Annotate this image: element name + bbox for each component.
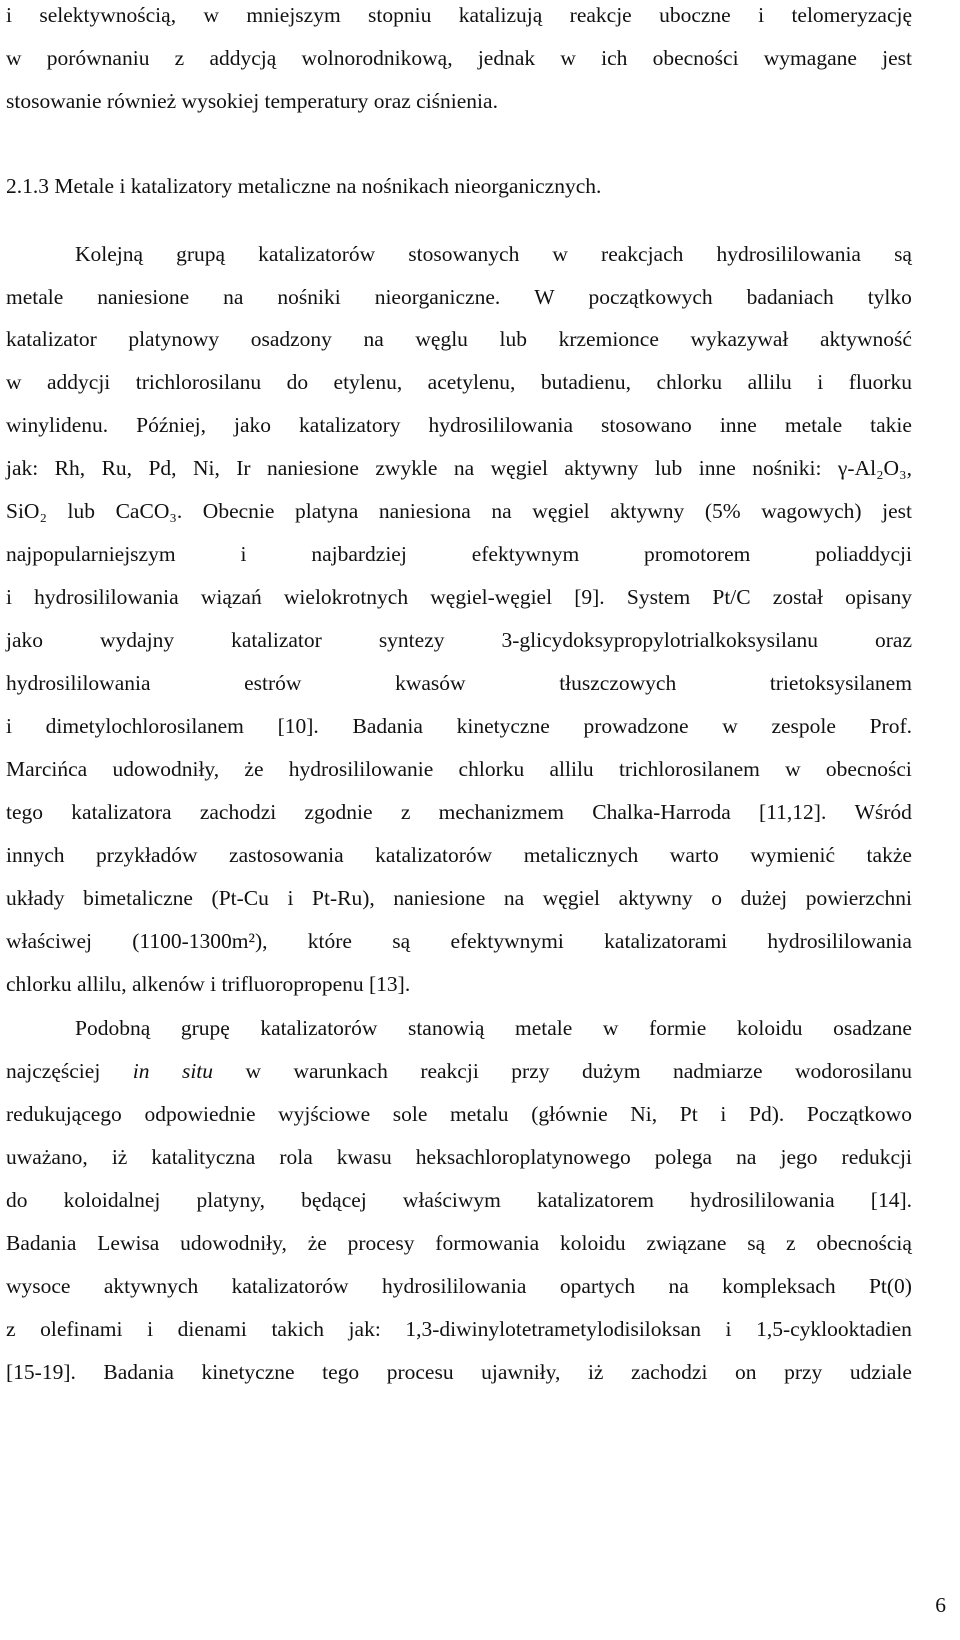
word: hydrosililowania — [34, 585, 179, 609]
word: katalityczna — [151, 1145, 256, 1169]
word: promotorem — [644, 542, 751, 566]
word: koloidu — [736, 1016, 803, 1040]
word: nadmiarze — [672, 1059, 763, 1083]
word: innych — [6, 843, 65, 867]
text-line — [6, 1015, 912, 1041]
word: Pt — [679, 1102, 698, 1126]
word: in — [132, 1059, 150, 1083]
word: wielokrotnych — [283, 585, 409, 609]
word: węgiel-węgiel — [430, 585, 553, 609]
word: hydrosililowania — [716, 242, 861, 266]
word: Wśród — [854, 800, 912, 824]
word: telomeryzację — [791, 3, 912, 27]
word: w — [203, 3, 219, 27]
word: i — [817, 370, 824, 394]
word: addycji — [46, 370, 111, 394]
word: aktywny — [564, 456, 639, 480]
word: CaCO₃. — [115, 499, 183, 523]
word: efektywnymi — [450, 929, 564, 953]
word: stosowanych — [408, 242, 520, 266]
text-line — [6, 45, 912, 71]
word: aktywny — [610, 499, 685, 523]
word: opisany — [845, 585, 912, 609]
word: osadzane — [833, 1016, 912, 1040]
word: obecności — [652, 46, 739, 70]
word: formowania — [435, 1231, 540, 1255]
word: węgiel — [532, 499, 590, 523]
word: prowadzone — [583, 714, 689, 738]
word: w — [552, 242, 568, 266]
word: iż — [587, 1360, 604, 1384]
word: stosowano — [601, 413, 692, 437]
word: nieorganiczne. — [374, 285, 501, 309]
word: redukującego — [6, 1102, 122, 1126]
word: grupą — [176, 242, 226, 266]
text-line — [6, 1230, 912, 1256]
word: redukcji — [841, 1145, 912, 1169]
word: są — [392, 929, 411, 953]
text-line — [6, 498, 912, 524]
word: metalu — [450, 1102, 509, 1126]
text-line — [6, 1273, 912, 1299]
word: trichlorosilanu — [135, 370, 262, 394]
text-line — [6, 713, 912, 739]
word: inne — [698, 456, 736, 480]
word: na — [668, 1274, 689, 1298]
word: są — [747, 1231, 766, 1255]
word: chlorku — [458, 757, 525, 781]
word: aktywny — [618, 886, 693, 910]
word: kinetyczne — [201, 1360, 295, 1384]
word: Pt/C — [712, 585, 751, 609]
word: warunkach — [293, 1059, 388, 1083]
word: jest — [882, 46, 912, 70]
word: przy — [784, 1360, 823, 1384]
word: [11,12]. — [759, 800, 827, 824]
word: katalizatorów — [231, 1274, 349, 1298]
word: przykładów — [96, 843, 198, 867]
word: katalizatorem — [537, 1188, 654, 1212]
text-line — [6, 326, 912, 352]
word: jego — [780, 1145, 818, 1169]
word: procesy — [347, 1231, 415, 1255]
word: uboczne — [659, 3, 731, 27]
word: katalizatorami — [604, 929, 728, 953]
word: odpowiednie — [144, 1102, 256, 1126]
word: wydajny — [100, 628, 175, 652]
word: w — [6, 46, 22, 70]
text-line — [6, 455, 912, 481]
word: ujawniły, — [481, 1360, 561, 1384]
word: olefinami — [40, 1317, 123, 1341]
text-line — [6, 412, 912, 438]
word: etylenu, — [333, 370, 403, 394]
word: kompleksach — [722, 1274, 836, 1298]
word: badaniach — [746, 285, 834, 309]
word: Później, — [136, 413, 206, 437]
text-line — [6, 670, 912, 696]
word: będącej — [301, 1188, 367, 1212]
word: obecnością — [816, 1231, 912, 1255]
word: rola — [279, 1145, 313, 1169]
word: 1,3-diwinylotetrametylodisiloksan — [405, 1317, 701, 1341]
word: procesu — [386, 1360, 454, 1384]
word: mechanizmem — [438, 800, 565, 824]
word: naniesiona — [378, 499, 471, 523]
word: 1,5-cyklooktadien — [756, 1317, 912, 1341]
word: na — [223, 285, 244, 309]
word: Marcińca — [6, 757, 88, 781]
word: allilu — [747, 370, 792, 394]
word: Rh, — [54, 456, 86, 480]
word: tłuszczowych — [559, 671, 677, 695]
word: zgodnie — [304, 800, 373, 824]
word: metalicznych — [523, 843, 639, 867]
text-line — [6, 799, 912, 825]
word: Pt-Ru), — [312, 886, 375, 910]
word: węgiel — [490, 456, 548, 480]
word: warto — [669, 843, 719, 867]
word: udowodniły, — [112, 757, 220, 781]
word: do — [6, 1188, 28, 1212]
word: katalizatorów — [260, 1016, 378, 1040]
word: najczęściej — [6, 1059, 101, 1083]
word: do — [286, 370, 309, 394]
word: że — [307, 1231, 327, 1255]
word: selektywnością, — [39, 3, 177, 27]
word: on — [735, 1360, 757, 1384]
word: układy — [6, 886, 65, 910]
word: wiązań — [200, 585, 262, 609]
text-line — [6, 584, 912, 610]
word: allilu — [549, 757, 594, 781]
word: metale — [6, 285, 64, 309]
word: na — [453, 456, 475, 480]
word: Badania — [6, 1231, 77, 1255]
word: wymagane — [763, 46, 857, 70]
word: osadzony — [250, 327, 332, 351]
word: z — [174, 46, 185, 70]
word: reakcji — [420, 1059, 479, 1083]
word: wagowych) — [761, 499, 862, 523]
word: Ni, — [192, 456, 220, 480]
text-line: chlorku allilu, alkenów i trifluoropropenu [13]. — [6, 972, 411, 996]
word: trichlorosilanem — [618, 757, 760, 781]
word: udziale — [849, 1360, 912, 1384]
word: z — [6, 1317, 16, 1341]
text-line — [6, 1058, 912, 1084]
word: zachodzi — [199, 800, 277, 824]
word: i — [6, 714, 12, 738]
text-line — [6, 756, 912, 782]
word: Prof. — [869, 714, 912, 738]
word: jest — [882, 499, 912, 523]
text-line — [6, 541, 912, 567]
word: aktywnych — [103, 1274, 199, 1298]
text-line — [6, 627, 912, 653]
text-line — [6, 369, 912, 395]
word: acetylenu, — [427, 370, 516, 394]
word: hydrosililowania — [381, 1274, 527, 1298]
word: estrów — [244, 671, 302, 695]
word: w — [602, 1016, 619, 1040]
text-line — [6, 885, 912, 911]
word: wodorosilanu — [794, 1059, 912, 1083]
word: kwasów — [395, 671, 466, 695]
word: lub — [654, 456, 683, 480]
word: [14]. — [870, 1188, 912, 1212]
word: Lewisa — [97, 1231, 160, 1255]
word: wysoce — [6, 1274, 71, 1298]
word: W — [534, 285, 555, 309]
word: początkowych — [588, 285, 713, 309]
word: (Pt-Cu — [211, 886, 269, 910]
word: uważano, — [6, 1145, 88, 1169]
word: trietoksysilanem — [769, 671, 912, 695]
word: katalizatory — [299, 413, 401, 437]
word: został — [772, 585, 823, 609]
word: także — [866, 843, 912, 867]
word: grupę — [180, 1016, 230, 1040]
word: (5% — [704, 499, 741, 523]
word: wykazywał — [690, 327, 789, 351]
word: takich — [271, 1317, 324, 1341]
word: właściwej — [6, 929, 92, 953]
word: winylidenu. — [6, 413, 109, 437]
word: [15-19]. — [6, 1360, 76, 1384]
text-line — [6, 1101, 912, 1127]
word: dużej — [740, 886, 788, 910]
word: Pd, — [148, 456, 177, 480]
word: Badania — [103, 1360, 174, 1384]
text-line — [6, 842, 912, 868]
word: porównaniu — [46, 46, 150, 70]
word: nośniki — [277, 285, 341, 309]
word: w — [722, 714, 738, 738]
word: butadienu, — [540, 370, 632, 394]
word: i — [758, 3, 765, 27]
word: obecności — [825, 757, 912, 781]
word: takie — [870, 413, 912, 437]
word: lub — [499, 327, 528, 351]
word: ich — [601, 46, 628, 70]
text-line — [6, 1359, 912, 1385]
word: inne — [719, 413, 757, 437]
word: wolnorodnikową, — [301, 46, 453, 70]
word: węgiel — [542, 886, 601, 910]
word: Ir — [236, 456, 251, 480]
text-line — [6, 928, 912, 954]
word: w — [785, 757, 801, 781]
word: na — [736, 1145, 757, 1169]
word: zastosowania — [229, 843, 344, 867]
word: reakcje — [569, 3, 632, 27]
word: dimetylochlorosilanem — [45, 714, 244, 738]
word: i — [240, 542, 247, 566]
word: efektywnym — [471, 542, 580, 566]
word: i — [6, 3, 12, 27]
word: mniejszym — [246, 3, 341, 27]
word: Pt(0) — [868, 1274, 912, 1298]
word: dienami — [177, 1317, 247, 1341]
word: katalizatora — [71, 800, 172, 824]
word: przy — [511, 1059, 550, 1083]
word: o — [711, 886, 722, 910]
word: jak: — [6, 456, 39, 480]
word: nośniki: — [752, 456, 822, 480]
word: stopniu — [368, 3, 432, 27]
word: właściwym — [402, 1188, 501, 1212]
word: hydrosililowania — [428, 413, 574, 437]
word: situ — [181, 1059, 214, 1083]
word: w — [245, 1059, 262, 1083]
word: że — [244, 757, 264, 781]
word: tylko — [867, 285, 912, 309]
word: z — [400, 800, 411, 824]
word: addycją — [209, 46, 277, 70]
page-number: 6 — [935, 1593, 946, 1617]
word: na — [491, 499, 512, 523]
word: Badania — [352, 714, 423, 738]
word: polega — [654, 1145, 713, 1169]
word: fluorku — [848, 370, 912, 394]
word: oraz — [875, 628, 912, 652]
word: naniesione — [393, 886, 486, 910]
word: 3-glicydoksypropylotrialkoksysilanu — [501, 628, 818, 652]
word: poliaddycji — [815, 542, 912, 566]
word: tego — [6, 800, 44, 824]
word: Ni, — [630, 1102, 658, 1126]
word: dużym — [581, 1059, 641, 1083]
text-line: stosowanie również wysokiej temperatury oraz ciśnienia. — [6, 89, 498, 113]
text-line — [6, 1187, 912, 1213]
word: chlorku — [656, 370, 723, 394]
text-line — [6, 2, 912, 28]
section-heading: 2.1.3 Metale i katalizatory metaliczne na nośnikach nieorganicznych. — [6, 174, 602, 198]
word: formie — [648, 1016, 707, 1040]
word: jednak — [477, 46, 536, 70]
word: (1100-1300m²), — [132, 929, 268, 953]
word: zespole — [771, 714, 836, 738]
word: związane — [646, 1231, 727, 1255]
word: hydrosililowania — [767, 929, 912, 953]
word: platyny, — [196, 1188, 265, 1212]
word: platynowy — [128, 327, 220, 351]
word: koloidu — [559, 1231, 626, 1255]
word: zwykle — [375, 456, 438, 480]
word: na — [503, 886, 525, 910]
word: jak: — [348, 1317, 381, 1341]
word: syntezy — [378, 628, 445, 652]
word: sole — [392, 1102, 428, 1126]
word: w — [560, 46, 576, 70]
word: tego — [322, 1360, 360, 1384]
word: Początkowo — [806, 1102, 912, 1126]
word: wymienić — [750, 843, 836, 867]
word: powierzchni — [805, 886, 912, 910]
word: na — [363, 327, 384, 351]
text-line — [6, 284, 912, 310]
word: [9]. — [574, 585, 605, 609]
word: najpopularniejszym — [6, 542, 176, 566]
word: jako — [6, 628, 44, 652]
text-line — [6, 1316, 912, 1342]
word: naniesione — [97, 285, 190, 309]
word: γ-Al₂O₃, — [837, 456, 912, 480]
word: są — [894, 242, 912, 266]
word: iż — [111, 1145, 128, 1169]
word: kinetyczne — [456, 714, 550, 738]
word: udowodniły, — [180, 1231, 287, 1255]
word: SiO₂ — [6, 499, 47, 523]
word: Ru, — [101, 456, 133, 480]
word: metale — [514, 1016, 573, 1040]
word: naniesione — [267, 456, 359, 480]
word: i — [6, 585, 12, 609]
word: hydrosililowania — [690, 1188, 835, 1212]
text-line — [6, 241, 912, 267]
word: opartych — [559, 1274, 636, 1298]
word: katalizator — [231, 628, 322, 652]
word: najbardziej — [311, 542, 407, 566]
word: platyna — [295, 499, 359, 523]
word: w — [6, 370, 22, 394]
word: (głównie — [531, 1102, 608, 1126]
word: z — [786, 1231, 796, 1255]
word: System — [626, 585, 691, 609]
word: [10]. — [277, 714, 319, 738]
word: reakcjach — [601, 242, 684, 266]
word: krzemionce — [558, 327, 659, 351]
word: katalizują — [458, 3, 543, 27]
word: katalizator — [6, 327, 97, 351]
word: wyjściowe — [278, 1102, 371, 1126]
word: Pd). — [748, 1102, 785, 1126]
word: koloidalnej — [63, 1188, 161, 1212]
word: Chalka-Harroda — [592, 800, 731, 824]
word: węglu — [415, 327, 468, 351]
word: jako — [234, 413, 272, 437]
word: kwasu — [336, 1145, 392, 1169]
word: katalizatorów — [375, 843, 493, 867]
word: bimetaliczne — [83, 886, 193, 910]
word: heksachloroplatynowego — [415, 1145, 631, 1169]
word: i — [147, 1317, 154, 1341]
text-line — [6, 1144, 912, 1170]
word: stanowią — [407, 1016, 485, 1040]
word: zachodzi — [631, 1360, 708, 1384]
word: hydrosililowania — [6, 671, 151, 695]
word: Obecnie — [202, 499, 275, 523]
word: metale — [784, 413, 843, 437]
word: lub — [67, 499, 96, 523]
word: hydrosililowanie — [288, 757, 434, 781]
word: które — [307, 929, 352, 953]
word: Kolejną — [75, 242, 144, 266]
word: Podobną — [75, 1016, 151, 1040]
word: i — [725, 1317, 732, 1341]
word: i — [720, 1102, 727, 1126]
word: i — [287, 886, 294, 910]
word: katalizatorów — [258, 242, 376, 266]
word: aktywność — [819, 327, 912, 351]
